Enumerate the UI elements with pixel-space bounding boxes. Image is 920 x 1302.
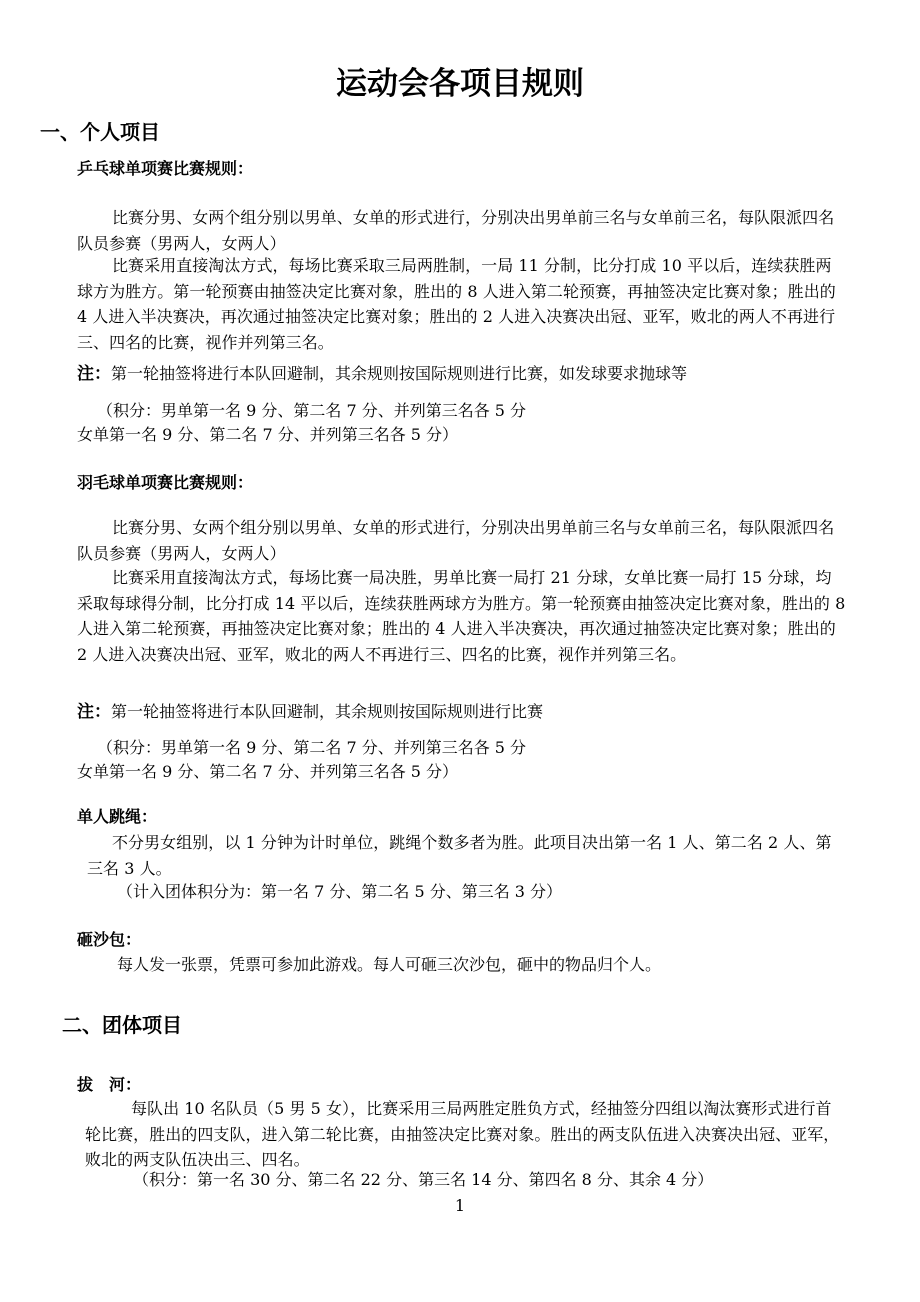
pingpong-score-line-2: 女单第一名 9 分、第二名 7 分、并列第三名各 5 分）: [77, 425, 459, 444]
badminton-note: [77, 700, 543, 724]
sandbag-heading: 砸沙包：: [77, 930, 142, 949]
badminton-score-line-1: （积分：男单第一名 9 分、第二名 7 分、并列第三名各 5 分: [97, 738, 527, 757]
tugofwar-heading: 拔 河：: [77, 1075, 142, 1094]
badminton-score-line-2: 女单第一名 9 分、第二名 7 分、并列第三名各 5 分）: [77, 762, 459, 781]
section-heading-team: 二、团体项目: [62, 1013, 182, 1037]
badminton-para-1: 比赛分男、女两个组分别以男单、女单的形式进行，分别决出男单前三名与女单前三名，每队限派四名队员参赛（男两人，女两人）: [77, 518, 835, 563]
tugofwar-para: 每队出 10 名队员（5 男 5 女），比赛采用三局两胜定胜负方式，经抽签分四组以淘汰赛形式进行首轮比赛，胜出的四支队，进入第二轮比赛，由抽签决定比赛对象。胜出的两支队伍进入决赛决出冠、亚军，败北的两支队伍决出三、四名。: [85, 1099, 840, 1169]
sandbag-para: 每人发一张票，凭票可参加此游戏。每人可砸三次沙包，砸中的物品归个人。: [117, 955, 662, 974]
page-number: 1: [454, 1196, 466, 1215]
pingpong-score-line-1: （积分：男单第一名 9 分、第二名 7 分、并列第三名各 5 分: [97, 401, 527, 420]
page-title: 运动会各项目规则: [336, 66, 584, 102]
section-heading-individual: 一、个人项目: [40, 120, 160, 144]
jumprope-heading: 单人跳绳：: [77, 807, 158, 826]
tugofwar-score: （积分：第一名 30 分、第二名 22 分、第三名 14 分、第四名 8 分、其余 4 分）: [133, 1170, 714, 1189]
pingpong-para-2: 比赛采用直接淘汰方式，每场比赛采取三局两胜制，一局 11 分制，比分打成 10 平以后，连续获胜两球方为胜方。第一轮预赛由抽签决定比赛对象，胜出的 8 人进入第二轮预赛，再抽签决定比赛对象；胜出的 4 人进入半决赛决，再次通过抽签决定比赛对象；胜出的 2 人进入决赛决出冠、亚军，败北的两人不再进行三、四名的比赛，视作并列第三名。: [77, 256, 836, 352]
pingpong-para-1: 比赛分男、女两个组分别以男单、女单的形式进行，分别决出男单前三名与女单前三名，每队限派四名队员参赛（男两人，女两人）: [77, 208, 835, 253]
badminton-para-2: 比赛采用直接淘汰方式，每场比赛一局决胜，男单比赛一局打 21 分球，女单比赛一局打 15 分球，均采取每球得分制，比分打成 14 平以后，连续获胜两球方为胜方。第一轮预赛由抽签决定比赛对象，胜出的 8 人进入第二轮预赛，再抽签决定比赛对象；胜出的 4 人进入半决赛决，再次通过抽签决定比赛对象；胜出的 2 人进入决赛决出冠、亚军，败北的两人不再进行三、四名的比赛，视作并列第三名。: [77, 568, 846, 664]
note-label: 注：: [77, 702, 111, 722]
pingpong-note: [77, 362, 687, 386]
jumprope-para: 不分男女组别，以 1 分钟为计时单位，跳绳个数多者为胜。此项目决出第一名 1 人、第二名 2 人、第三名 3 人。: [87, 833, 832, 878]
note-label: 注：: [77, 364, 111, 384]
jumprope-score: （计入团体积分为：第一名 7 分、第二名 5 分、第三名 3 分）: [117, 882, 563, 901]
note-text: 第一轮抽签将进行本队回避制，其余规则按国际规则进行比赛: [111, 702, 544, 721]
badminton-heading: 羽毛球单项赛比赛规则：: [77, 473, 254, 492]
note-text: 第一轮抽签将进行本队回避制，其余规则按国际规则进行比赛，如发球要求抛球等: [111, 364, 688, 383]
pingpong-heading: 乒乓球单项赛比赛规则：: [77, 159, 254, 178]
